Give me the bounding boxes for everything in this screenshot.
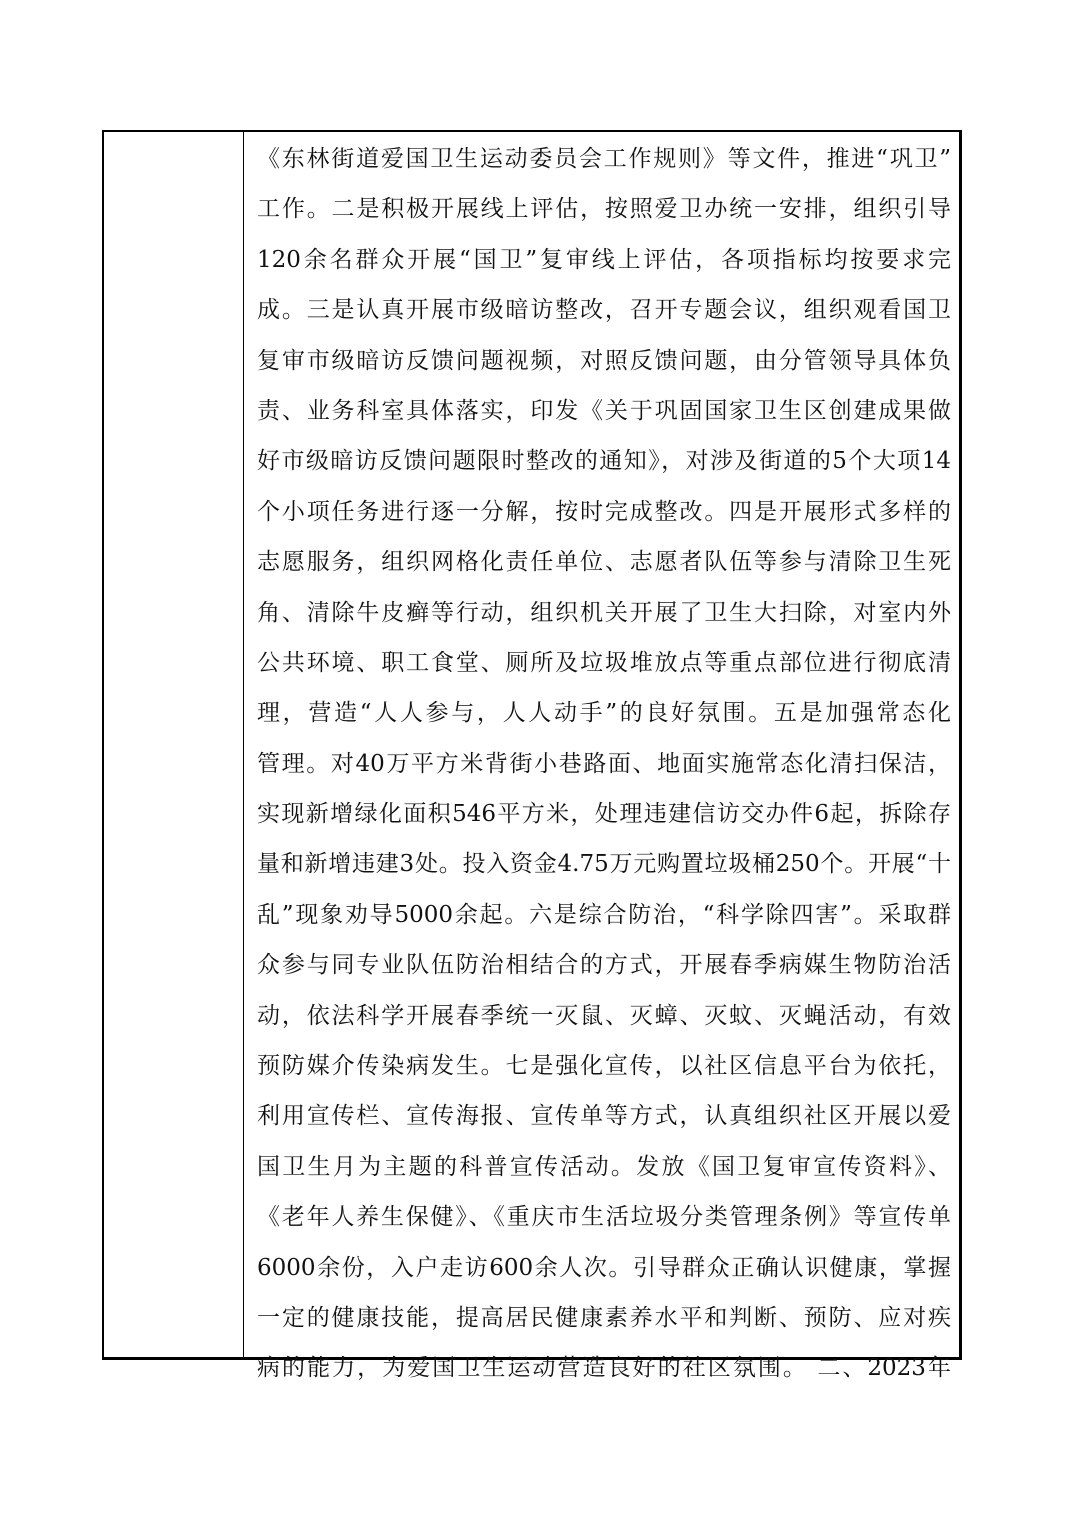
body-text-line: 个小项任务进行逐一分解，按时完成整改。四是开展形式多样的 [257, 498, 951, 525]
content-table [102, 130, 962, 1382]
body-text-line: 预防媒介传染病发生。七是强化宣传，以社区信息平台为依托， [257, 1053, 951, 1080]
body-text-line: 责、业务科室具体落实，印发《关于巩固国家卫生区创建成果做 [257, 397, 951, 424]
body-text-line: 量和新增违建3处。投入资金4.75万元购置垃圾桶250个。开展“十 [257, 851, 951, 878]
body-text-line: 乱”现象劝导5000余起。六是综合防治，“科学除四害”。采取群 [257, 901, 951, 928]
body-text-line: 志愿服务，组织网格化责任单位、志愿者队伍等参与清除卫生死 [257, 549, 951, 576]
body-text-line: 《东林街道爱国卫生运动委员会工作规则》等文件，推进“巩卫” [257, 146, 951, 172]
body-text-line: 病的能力，为爱国卫生运动营造良好的社区氛围。 二、2023年 [257, 1355, 951, 1382]
body-text-line: 利用宣传栏、宣传海报、宣传单等方式，认真组织社区开展以爱 [257, 1103, 951, 1130]
body-text-line: 众参与同专业队伍防治相结合的方式，开展春季病媒生物防治活 [257, 952, 951, 979]
body-text-line: 工作。二是积极开展线上评估，按照爱卫办统一安排，组织引导 [257, 196, 951, 223]
table-right-cell [245, 132, 959, 1382]
body-text-line: 复审市级暗访反馈问题视频，对照反馈问题，由分管领导具体负 [257, 347, 951, 374]
body-text-line: 120余名群众开展“国卫”复审线上评估，各项指标均按要求完 [257, 246, 951, 273]
body-text-line: 《老年人养生保健》、《重庆市生活垃圾分类管理条例》等宣传单 [257, 1204, 951, 1231]
body-text-line: 成。三是认真开展市级暗访整改，召开专题会议，组织观看国卫 [257, 297, 951, 324]
body-text-line: 理，营造“人人参与，人人动手”的良好氛围。五是加强常态化 [257, 700, 951, 727]
body-text-line: 6000余份，入户走访600余人次。引导群众正确认识健康，掌握 [257, 1254, 951, 1281]
body-text-line: 角、清除牛皮癣等行动，组织机关开展了卫生大扫除，对室内外 [257, 599, 951, 626]
body-text-line: 公共环境、职工食堂、厕所及垃圾堆放点等重点部位进行彻底清 [257, 649, 951, 676]
body-text-line: 管理。对40万平方米背街小巷路面、地面实施常态化清扫保洁， [257, 750, 951, 777]
body-text-line: 国卫生月为主题的科普宣传活动。发放《国卫复审宣传资料》、 [257, 1153, 951, 1180]
body-text-line: 一定的健康技能，提高居民健康素养水平和判断、预防、应对疾 [257, 1304, 951, 1331]
body-text-line: 好市级暗访反馈问题限时整改的通知》，对涉及街道的5个大项14 [257, 448, 951, 475]
body-text-line: 动，依法科学开展春季统一灭鼠、灭蟑、灭蚊、灭蝇活动，有效 [257, 1002, 951, 1029]
body-text-line: 实现新增绿化面积546平方米，处理违建信访交办件6起，拆除存 [257, 801, 951, 828]
table-left-cell [104, 132, 244, 1357]
